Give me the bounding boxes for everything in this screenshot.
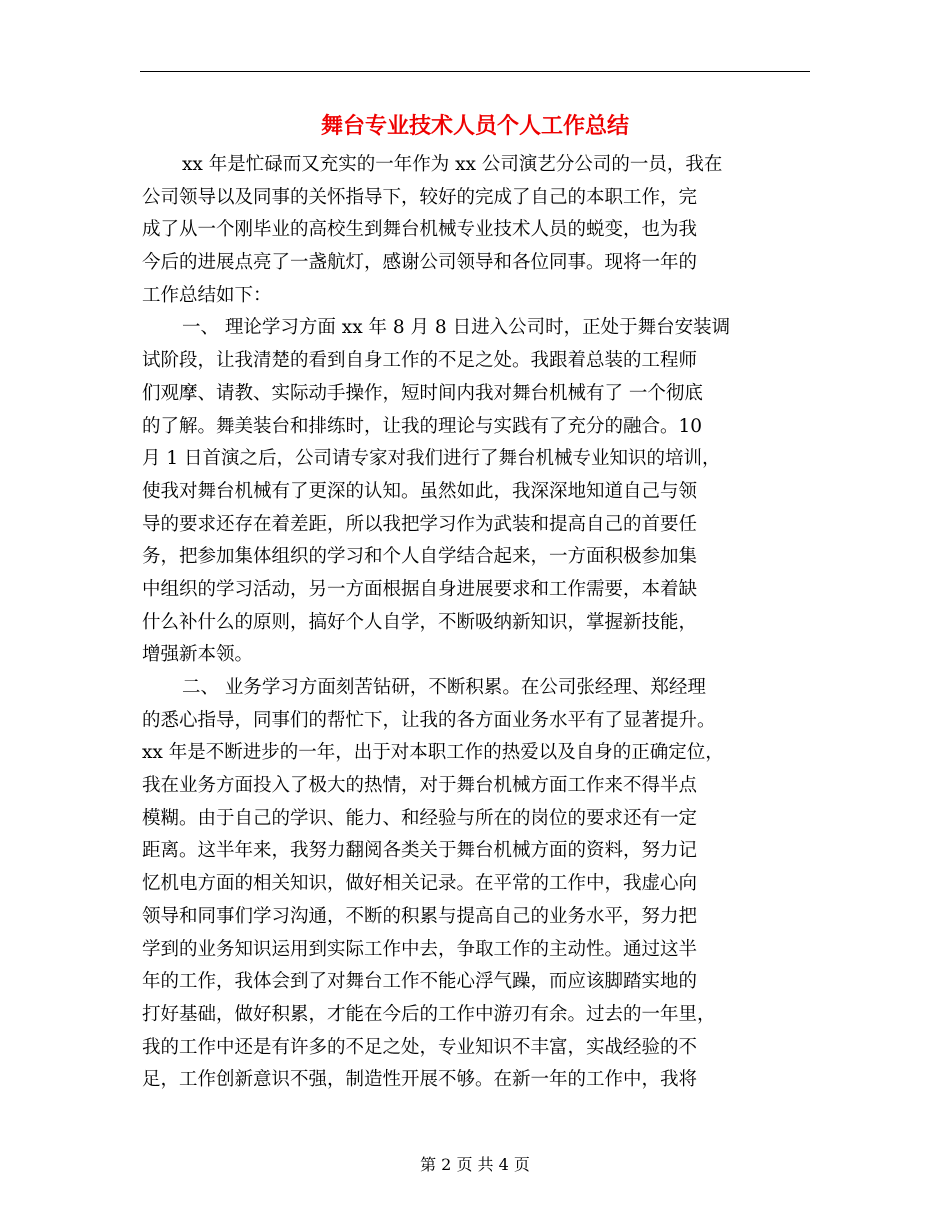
body-line: 二、 业务学习方面刻苦钻研，不断积累。在公司张经理、郑经理 [182, 677, 706, 698]
page-number-footer: 第 2 页 共 4 页 [420, 1155, 530, 1174]
body-line: 我在业务方面投入了极大的热情，对于舞台机械方面工作来不得半点 [142, 775, 698, 797]
body-line: 导的要求还存在着差距，所以我把学习作为武装和提高自己的首要任 [142, 513, 698, 535]
body-line: 们观摩、请教、实际动手操作，短时间内我对舞台机械有了 一个彻底 [142, 382, 703, 404]
body-line: xx 年是不断进步的一年，出于对本职工作的热爱以及自身的正确定位， [142, 742, 724, 764]
body-line: 一、 理论学习方面 xx 年 8 月 8 日进入公司时，正处于舞台安装调 [182, 317, 731, 339]
body-line: 我的工作中还是有许多的不足之处，专业知识不丰富，实战经验的不 [142, 1036, 698, 1058]
body-line: 什么补什么的原则，搞好个人自学，不断吸纳新知识，掌握新技能， [142, 611, 698, 633]
body-line: 成了从一个刚毕业的高校生到舞台机械专业技术人员的蜕变，也为我 [142, 219, 698, 241]
document-title: 舞台专业技术人员个人工作总结 [320, 113, 629, 139]
body-line: 中组织的学习活动，另一方面根据自身进展要求和工作需要，本着缺 [142, 578, 698, 600]
body-line: 的了解。舞美装台和排练时，让我的理论与实践有了充分的融合。10 [142, 415, 703, 437]
body-line: 学到的业务知识运用到实际工作中去，争取工作的主动性。通过这半 [142, 938, 698, 960]
body-line: 足，工作创新意识不强，制造性开展不够。在新一年的工作中，我将 [142, 1069, 698, 1091]
body-line: 公司领导以及同事的关怀指导下，较好的完成了自己的本职工作，完 [142, 186, 698, 208]
body-line: 务，把参加集体组织的学习和个人自学结合起来，一方面积极参加集 [142, 546, 698, 568]
body-line: 工作总结如下： [142, 284, 272, 306]
body-line: xx 年是忙碌而又充实的一年作为 xx 公司演艺分公司的一员，我在 [182, 154, 723, 175]
header-rule [140, 71, 810, 72]
body-line: 月 1 日首演之后，公司请专家对我们进行了舞台机械专业知识的培训， [142, 448, 721, 470]
body-line: 打好基础，做好积累，才能在今后的工作中游刃有余。过去的一年里， [142, 1003, 716, 1025]
body-line: 忆机电方面的相关知识，做好相关记录。在平常的工作中，我虚心向 [142, 873, 698, 895]
body-line: 增强新本领。 [142, 644, 254, 666]
body-line: 使我对舞台机械有了更深的认知。虽然如此，我深深地知道自己与领 [142, 480, 698, 502]
body-line: 今后的进展点亮了一盏航灯，感谢公司领导和各位同事。现将一年的 [142, 252, 698, 274]
body-line: 年的工作，我体会到了对舞台工作不能心浮气躁，而应该脚踏实地的 [142, 971, 698, 993]
body-line: 距离。这半年来，我努力翻阅各类关于舞台机械方面的资料，努力记 [142, 840, 698, 862]
document-body [142, 149, 822, 1097]
body-line: 试阶段，让我清楚的看到自身工作的不足之处。我跟着总装的工程师 [142, 350, 698, 372]
body-line: 模糊。由于自己的学识、能力、和经验与所在的岗位的要求还有一定 [142, 807, 698, 829]
body-line: 的悉心指导，同事们的帮忙下，让我的各方面业务水平有了显著提升。 [142, 709, 716, 731]
body-line: 领导和同事们学习沟通，不断的积累与提高自己的业务水平，努力把 [142, 905, 698, 927]
